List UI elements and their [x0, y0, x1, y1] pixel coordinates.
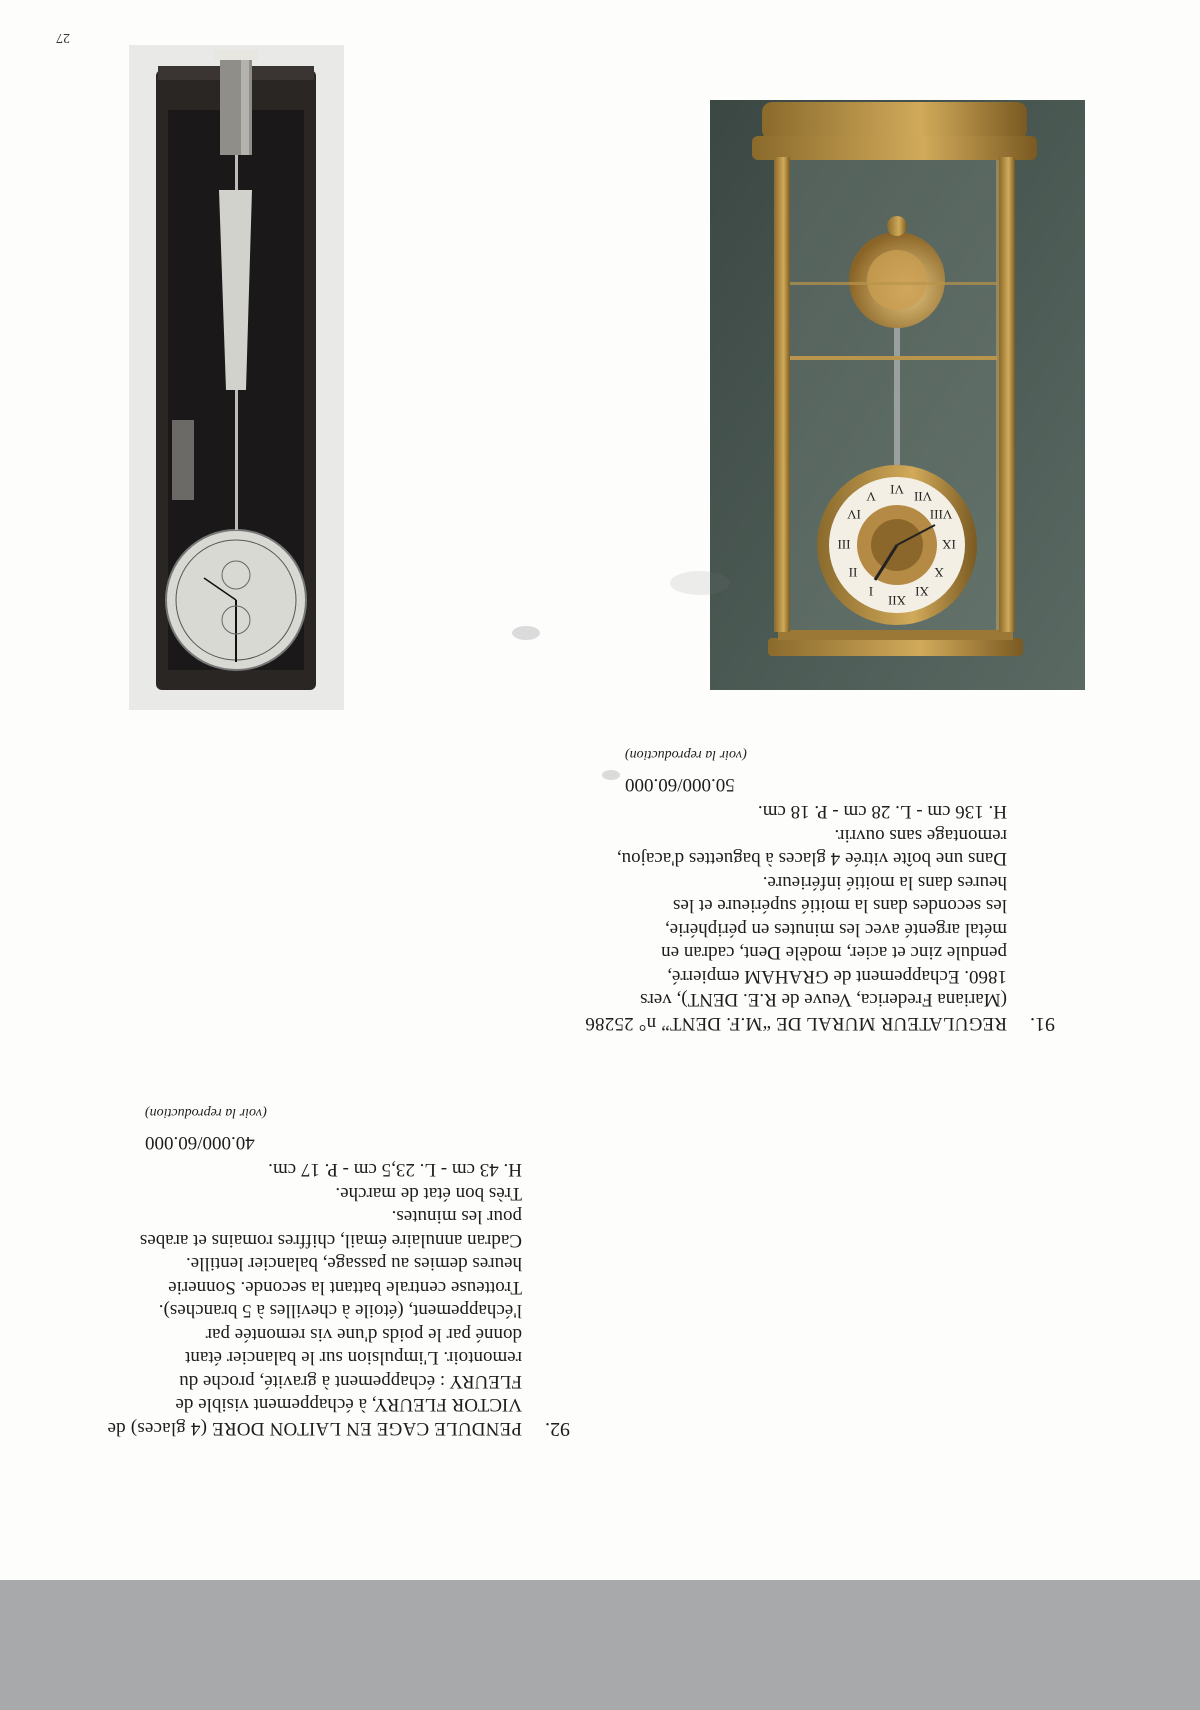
lot-92-entry — [107, 1105, 570, 1440]
svg-text:X: X — [934, 565, 944, 580]
description-line: VICTOR FLEURY, à échappement visible de — [175, 1394, 522, 1416]
svg-text:V: V — [866, 489, 876, 504]
svg-text:IX: IX — [942, 537, 956, 552]
wall-regulator-photo — [129, 45, 344, 710]
reproduction-caption: (voir la reproduction) — [625, 747, 747, 763]
reproduction-caption: (voir la reproduction) — [145, 1105, 267, 1121]
svg-text:XII: XII — [887, 593, 907, 608]
description-line: heures demies au passage, balancier lentille. — [185, 1253, 522, 1275]
svg-text:VII: VII — [913, 489, 933, 504]
description-line: métal argenté avec les minutes en périphérie, — [664, 919, 1007, 940]
page-number: 27 — [56, 30, 70, 45]
scan-smudge — [602, 770, 620, 780]
description-line: Trotteuse centrale battant la seconde. Sonnerie — [168, 1277, 522, 1298]
description-line: pendule zinc et acier, modèle Dent, cadran en — [661, 942, 1007, 964]
description-line: H. 136 cm - L. 28 cm - P. 18 cm. — [757, 801, 1007, 823]
description-line: 1860. Echappement de GRAHAM empierré, — [667, 966, 1007, 987]
scan-smudge — [670, 571, 730, 595]
lot-estimate: 40.000/60.000 — [145, 1132, 255, 1153]
svg-text:III: III — [837, 537, 851, 552]
description-line: FLEURY : échappement à gravité, proche du — [179, 1371, 522, 1392]
description-line: les secondes dans la moitié supérieure et les — [673, 895, 1007, 917]
lot-heading: REGULATEUR MURAL DE “M.F. DENT” n° 25286 — [585, 1013, 1007, 1034]
lot-91-entry — [585, 747, 1055, 1035]
description-line: donné par le poids d'une vis remontée par — [205, 1324, 522, 1345]
description-line: H. 43 cm - L. 23,5 cm - P. 17 cm. — [268, 1159, 522, 1181]
svg-text:I: I — [868, 584, 874, 599]
brass-cage-clock-photo — [710, 100, 1085, 690]
description-line: l'échappement, (étoile à chevilles à 5 branches). — [158, 1300, 522, 1322]
svg-text:VI: VI — [890, 482, 904, 497]
lot-number: 92. — [545, 1418, 570, 1440]
description-line: remontage sans ouvrir. — [834, 825, 1007, 846]
description-line: pour les minutes. — [391, 1206, 522, 1228]
svg-text:XI: XI — [915, 584, 929, 599]
description-line: Dans une boîte vitrée 4 glaces à baguettes d'acajou, — [616, 848, 1007, 870]
svg-text:VIII: VIII — [929, 507, 953, 522]
description-line: (Mariana Frederica, Veuve de R.E. DENT), vers — [640, 989, 1007, 1011]
lot-number: 91. — [1030, 1013, 1055, 1035]
description-line: heures dans la moitié inférieure. — [762, 872, 1007, 893]
lot-heading: PENDULE CAGE EN LAITON DORE (4 glaces) de — [107, 1418, 522, 1439]
description-line: Cadran annulaire émail, chiffres romains et arabes — [139, 1230, 522, 1251]
lot-estimate: 50.000/60.000 — [625, 774, 735, 795]
scan-smudge — [512, 626, 540, 640]
svg-text:IV: IV — [847, 507, 861, 522]
description-line: remontoir. L'impulsion sur le balancier étant — [185, 1347, 522, 1369]
svg-text:II: II — [848, 565, 858, 580]
description-line: Très bon état de marche. — [335, 1183, 522, 1204]
